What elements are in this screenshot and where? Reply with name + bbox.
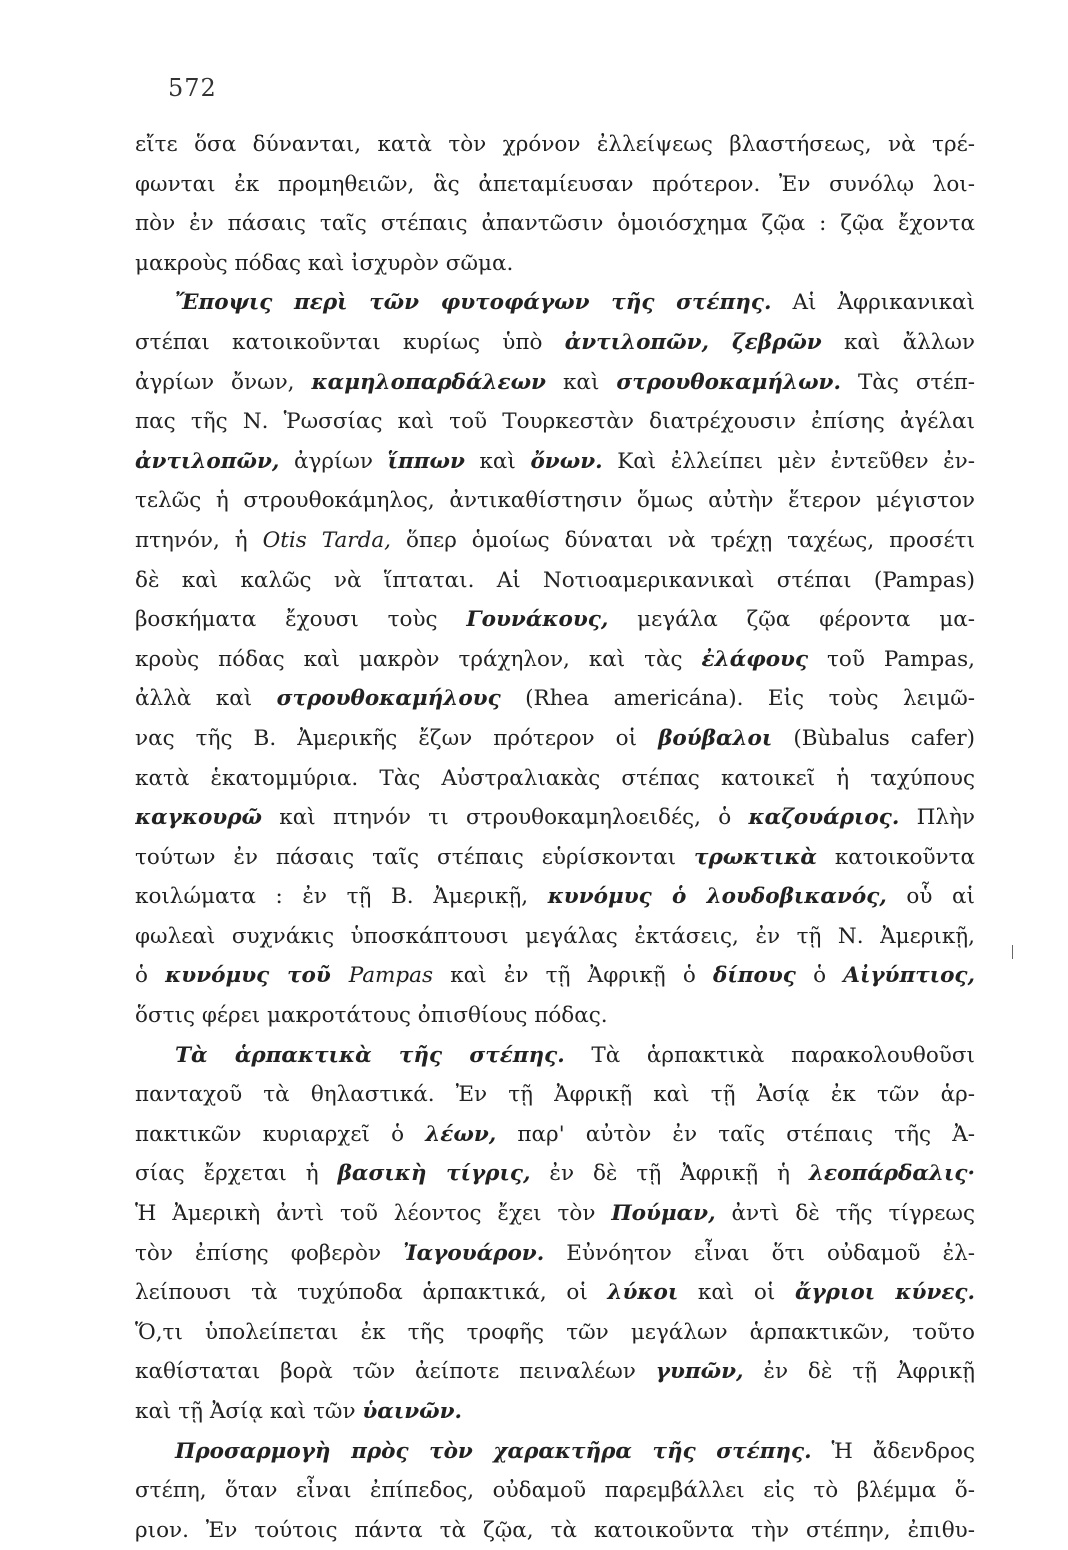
emphasized-term: ἵππων [387, 448, 465, 474]
margin-mark [1012, 945, 1013, 959]
text-line [135, 956, 975, 996]
text-run: κατοικοῦντα [816, 844, 975, 870]
emphasized-term: Πούμαν, [611, 1201, 716, 1227]
emphasized-term: καζουάριος. [748, 805, 900, 831]
text-run: πτηνόν, ἡ [135, 527, 263, 553]
text-run: στέπαι κατοικοῦνται κυρίως ὑπὸ [135, 329, 565, 355]
text-line [135, 1115, 975, 1155]
text-run: Τὰς στέπ- [840, 369, 975, 395]
text-run: πακτικῶν κυριαρχεῖ ὁ [135, 1121, 426, 1147]
emphasized-term: καγκουρῶ [135, 805, 262, 831]
text-line [135, 402, 975, 442]
text-line [135, 125, 975, 165]
text-run: καὶ οἱ [678, 1280, 795, 1306]
text-run: νας τῆς Β. Ἀμερικῆς ἔζων πρότερον οἱ [135, 725, 659, 751]
text-run: καθίσταται βορὰ τῶν ἀείποτε πειναλέων [135, 1359, 656, 1385]
emphasized-term: κυνόμυς τοῦ [165, 963, 349, 989]
text-line [135, 1273, 975, 1313]
emphasized-term: καμηλοπαρδάλεων [311, 369, 546, 395]
text-run: παρ' αὐτὸν ἐν ταῖς στέπαις τῆς Ἀ- [496, 1121, 975, 1147]
emphasized-term: Αἰγύπτιος, [843, 963, 975, 989]
text-run: τοῦ Pampas, [808, 646, 975, 672]
text-run: μακροὺς πόδας καὶ ἰσχυρὸν σῶμα. [135, 250, 514, 276]
text-run: Ἡ Ἀμερικὴ ἀντὶ τοῦ λέοντος ἔχει τὸν [135, 1201, 612, 1227]
text-run: Πλὴν [899, 805, 975, 831]
text-line [135, 600, 975, 640]
text-run: κοιλώματα : ἐν τῇ Β. Ἀμερικῇ, [135, 884, 548, 910]
emphasized-term: ἀντιλοπῶν, [135, 448, 280, 474]
text-run: Ἡ ἄδενδρος [811, 1438, 975, 1464]
text-line [135, 1194, 975, 1234]
text-run: ὁ [135, 963, 166, 989]
text-line [135, 917, 975, 957]
emphasized-term: γυπῶν, [655, 1359, 744, 1385]
text-run: ὅπερ ὁμοίως δύναται νὰ τρέχῃ ταχέως, προσέτι [391, 527, 975, 553]
text-run: Αἱ Ἀφρικανικαὶ [771, 290, 975, 316]
text-run: Pampas [348, 963, 434, 989]
text-run: (Bùbalus cafer) [772, 725, 975, 751]
text-run: Καὶ ἐλλείπει μὲν ἐντεῦθεν ἐν- [602, 448, 975, 474]
text-run: φωλεαὶ συχνάκις ὑποσκάπτουσι μεγάλας ἐκτάσεις, ἐν τῇ Ν. Ἀμερικῇ, [135, 923, 975, 949]
text-line [135, 877, 975, 917]
text-run: σίας ἔρχεται ἡ [135, 1161, 338, 1187]
text-line [135, 481, 975, 521]
text-run: Τὰ ἁρπακτικὰ παρακολουθοῦσι [564, 1042, 975, 1068]
text-run: φωνται ἐκ προμηθειῶν, ἃς ἀπεταμίευσαν πρότερον. Ἐν συνόλῳ λοι- [135, 171, 975, 197]
text-run: οὗ αἱ [886, 884, 975, 910]
emphasized-term: ὑαινῶν. [362, 1399, 463, 1424]
text-run: πὸν ἐν πάσαις ταῖς στέπαις ἀπαντῶσιν ὁμοιόσχημα ζῷα : ζῷα ἔχοντα [135, 211, 975, 237]
text-run: πανταχοῦ τὰ θηλαστικά. Ἐν τῇ Ἀφρικῇ καὶ τῇ Ἀσίᾳ ἐκ τῶν ἁρ- [135, 1082, 975, 1108]
emphasized-term: Ἔποψις περὶ τῶν φυτοφάγων τῆς στέπης. [175, 290, 772, 316]
text-run: καὶ ἄλλων [821, 329, 975, 355]
text-run: κροὺς πόδας καὶ μακρὸν τράχηλον, καὶ τὰς [135, 646, 702, 672]
text-line [135, 1036, 975, 1076]
emphasized-term: Γουνάκους, [466, 607, 609, 633]
text-run: ἀγρίων [279, 448, 388, 474]
text-line [135, 1471, 975, 1511]
text-line [135, 798, 975, 838]
text-run: Otis Tarda, [262, 527, 391, 553]
emphasized-term: Ἰαγουάρον. [403, 1240, 545, 1266]
text-run: καὶ [464, 448, 531, 474]
text-line [135, 244, 975, 284]
text-line [135, 204, 975, 244]
emphasized-term: Τὰ ἁρπακτικὰ τῆς στέπης. [175, 1042, 565, 1068]
text-run: ὁ [795, 963, 844, 989]
text-line [135, 442, 975, 482]
emphasized-term: λέων, [425, 1121, 497, 1147]
emphasized-term: βασικὴ τίγρις, [337, 1161, 531, 1187]
emphasized-term: Προσαρμογὴ πρὸς τὸν χαρακτῆρα τῆς στέπης. [175, 1438, 812, 1464]
text-line [135, 679, 975, 719]
text-line [135, 1392, 975, 1432]
text-run: κατὰ ἑκατομμύρια. Τὰς Αὐστραλιακὰς στέπας κατοικεῖ ἡ ταχύπους [135, 765, 975, 791]
text-body [135, 125, 975, 1550]
text-line [135, 719, 975, 759]
text-run: εἴτε ὅσα δύνανται, κατὰ τὸν χρόνον ἐλλείψεως βλαστήσεως, νὰ τρέ- [135, 132, 975, 157]
text-run: ἀντὶ δὲ τῆς τίγρεως [715, 1201, 975, 1227]
text-run: καὶ ἐν τῇ Ἀφρικῇ ὁ [433, 963, 714, 989]
emphasized-term: κυνόμυς ὁ λουδοβικανός, [547, 884, 887, 910]
text-run: ἀλλὰ καὶ [135, 686, 277, 712]
text-run: ριον. Ἐν τούτοις πάντα τὰ ζῷα, τὰ κατοικοῦντα τὴν στέπην, ἐπιθυ- [135, 1517, 975, 1543]
text-run: Εὐνόητον εἶναι ὅτι οὐδαμοῦ ἐλ- [544, 1240, 975, 1266]
text-run: στέπη, ὅταν εἶναι ἐπίπεδος, οὐδαμοῦ παρεμβάλλει εἰς τὸ βλέμμα ὅ- [135, 1478, 975, 1504]
text-line [135, 1075, 975, 1115]
text-run: βοσκήματα ἔχουσι τοὺς [135, 607, 467, 633]
emphasized-term: ἄγριοι κύνες. [794, 1280, 975, 1306]
text-line [135, 1352, 975, 1392]
text-run: καὶ τῇ Ἀσίᾳ καὶ τῶν [135, 1399, 363, 1424]
text-line [135, 1511, 975, 1550]
emphasized-term: ὄνων. [530, 448, 603, 474]
emphasized-term: στρουθοκαμήλων. [616, 369, 841, 395]
emphasized-term: βούβαλοι [658, 725, 773, 751]
text-run: ἀγρίων ὄνων, [135, 369, 312, 395]
text-line [135, 759, 975, 799]
text-run: (Rhea americána). Εἰς τοὺς λειμῶ- [500, 686, 975, 712]
text-line [135, 1234, 975, 1274]
text-line [135, 561, 975, 601]
text-run: καὶ [545, 369, 617, 395]
text-run: ἐν δὲ τῇ Ἀφρικῇ [743, 1359, 975, 1385]
page-number: 572 [168, 74, 217, 102]
text-line [135, 1154, 975, 1194]
text-run: ὅστις φέρει μακροτάτους ὀπισθίους πόδας. [135, 1003, 608, 1029]
text-run: πας τῆς Ν. Ῥωσσίας καὶ τοῦ Τουρκεστὰν διατρέχουσιν ἐπίσης ἀγέλαι [135, 409, 975, 435]
text-line [135, 1432, 975, 1472]
emphasized-term: λεοπάρδαλις· [808, 1161, 975, 1187]
text-run: μεγάλα ζῷα φέροντα μα- [608, 607, 975, 633]
emphasized-term: ἀντιλοπῶν, ζεβρῶν [564, 329, 822, 355]
text-line [135, 323, 975, 363]
text-run: δὲ καὶ καλῶς νὰ ἵπταται. Αἱ Νοτιοαμερικανικαὶ στέπαι (Pampas) [135, 567, 975, 593]
text-run: καὶ πτηνόν τι στρουθοκαμηλοειδές, ὁ [262, 805, 749, 831]
text-line [135, 640, 975, 680]
text-line [135, 165, 975, 205]
text-line [135, 521, 975, 561]
text-run: λείπουσι τὰ τυχύποδα ἁρπακτικά, οἱ [135, 1280, 608, 1306]
emphasized-term: τρωκτικὰ [694, 844, 817, 870]
text-line [135, 1313, 975, 1353]
text-run: ἐν δὲ τῇ Ἀφρικῇ ἡ [530, 1161, 809, 1187]
text-line [135, 838, 975, 878]
text-run: Ὅ,τι ὑπολείπεται ἐκ τῆς τροφῆς τῶν μεγάλων ἁρπακτικῶν, τοῦτο [135, 1319, 975, 1345]
text-run: τούτων ἐν πάσαις ταῖς στέπαις εὑρίσκονται [135, 844, 694, 870]
text-line [135, 283, 975, 323]
text-run: τελῶς ἡ στρουθοκάμηλος, ἀντικαθίστησιν ὅμως αὐτὴν ἕτερον μέγιστον [135, 488, 975, 514]
text-line [135, 996, 975, 1036]
text-line [135, 363, 975, 403]
emphasized-term: λύκοι [607, 1280, 679, 1306]
emphasized-term: ἐλάφους [701, 646, 809, 672]
text-run: τὸν ἐπίσης φοβερὸν [135, 1240, 404, 1266]
emphasized-term: δίπους [713, 963, 796, 989]
emphasized-term: στρουθοκαμήλους [276, 686, 501, 712]
